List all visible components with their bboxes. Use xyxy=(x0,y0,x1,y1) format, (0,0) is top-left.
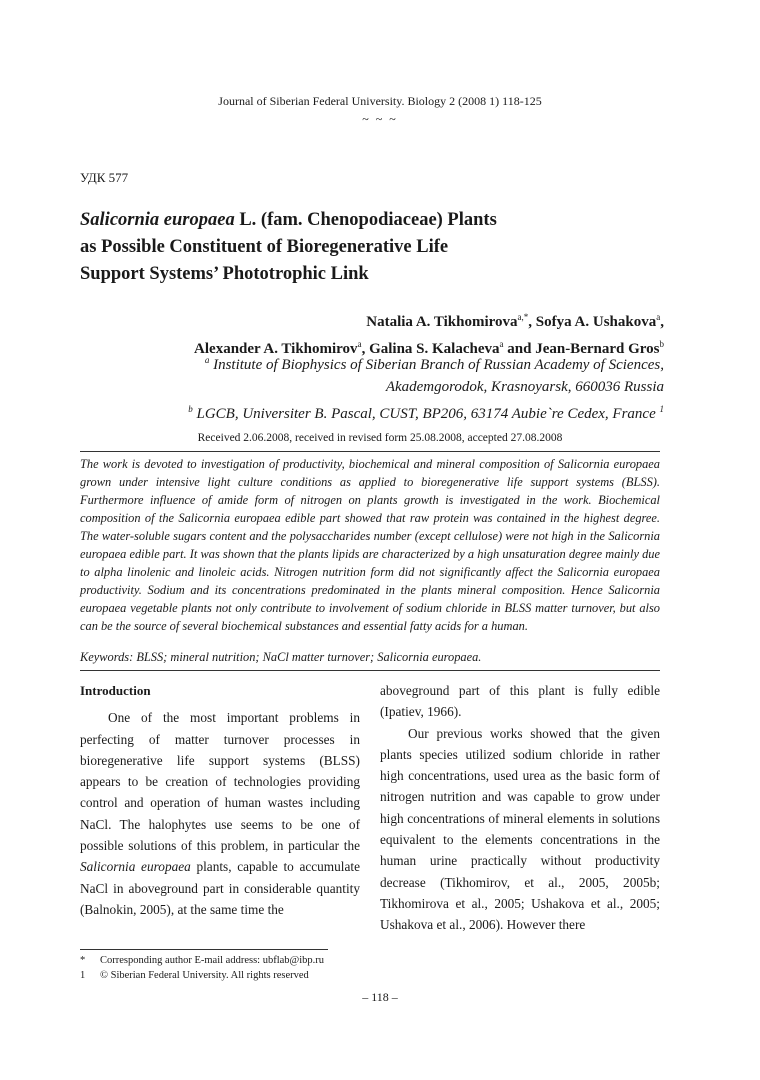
title-line-2: as Possible Constituent of Bioregenerative Life xyxy=(80,237,449,257)
abstract-bottom-rule xyxy=(80,670,660,671)
affiliation-b-note-sup: 1 xyxy=(659,404,664,414)
affiliation-b-text: LGCB, Universiter B. Pascal, CUST, BP206, 63174 Aubie`re Cedex, France xyxy=(196,406,656,422)
affiliation-b xyxy=(188,398,664,425)
keywords: Keywords: BLSS; mineral nutrition; NaCl matter turnover; Salicornia europaea. xyxy=(80,650,482,664)
intro-p1-text-a: One of the most important problems in perfecting of matter turnover processes in bioregenerative life support systems (BLSS) appears to be creation of technologies providing control and operation of human wastes including NaCl. The halophytes use seems to be one of possible solutions of this problem, in particular the xyxy=(80,710,360,854)
header-ornament: ~ ~ ~ xyxy=(362,112,398,126)
abstract: The work is devoted to investigation of productivity, biochemical and mineral composition of Salicornia europaea grown under intensive light culture conditions as applied to bioregenerative life support systems (BLSS). Furthermore influence of amide form of nitrogen on plants growth is investigated in the work. Biochemical composition of the Salicornia europaea edible part showed that raw protein was contained in the highest degree. The water-soluble sugars content and the polysaccharides number (except cellulose) were not high in the Salicornia europaea edible part. It was shown that the plants lipids are characterized by a high unsaturation degree mainly due to alpha linolenic and linoleic acids. Nitrogen nutrition form did not significantly affect the Salicornia europaea productivity. Sodium and its concentrations predominated in the plants mineral composition. Hence Salicornia europaea vegetable plants not only contribute to involvement of sodium chloride in BLSS matter turnover, but also can be the source of several biochemical substances and essential fatty acids for a human. xyxy=(80,457,660,633)
affiliation-a-line-1 xyxy=(188,349,664,376)
author-sep: , xyxy=(528,314,536,330)
author-name: Jean-Bernard Gros xyxy=(535,341,660,357)
body-column-right xyxy=(380,680,660,936)
author-sep: and xyxy=(503,341,536,357)
footnote xyxy=(80,953,324,968)
affiliation-b-sup: b xyxy=(188,404,193,414)
page-number: – 118 – xyxy=(362,990,398,1004)
udk-code: УДК 577 xyxy=(80,170,129,185)
author-name: Alexander A. Tikhomirov xyxy=(194,341,358,357)
footnotes xyxy=(80,953,324,983)
title-line-1 xyxy=(80,207,680,234)
intro-paragraph-2: Our previous works showed that the given plants species utilized sodium chloride in rather high concentrations, used urea as the basic form of nitrogen nutrition and was capable to grow under high concentrations of mineral elements in solutions equivalent to the elements concentrations in the human urine practically without productivity decrease (Tikhomirov, et al., 2005, 2005b; Tikhomirova et al., 2005; Ushakova et al., 2005; Ushakova et al., 2006). However there xyxy=(380,725,660,933)
intro-p1-species: Salicornia europaea xyxy=(80,859,191,875)
affiliation-a-line-2: Akademgorodok, Krasnoyarsk, 660036 Russia xyxy=(385,379,664,395)
footnote-mark: * xyxy=(80,955,86,966)
affiliation-a-text: Institute of Biophysics of Siberian Branch of Russian Academy of Sciences, xyxy=(213,357,664,373)
intro-p1-text-b: plants, capable to accumulate NaCl in aboveground part in considerable quantity (Balnokin, 2005), at the same time the xyxy=(80,859,360,917)
footnote-rule xyxy=(80,949,328,950)
author-name: Galina S. Kalacheva xyxy=(369,341,500,357)
section-heading-introduction: Introduction xyxy=(80,683,151,698)
title-line-1-rest: L. (fam. Chenopodiaceae) Plants xyxy=(234,210,497,230)
author-sup: a xyxy=(656,312,661,322)
affiliations xyxy=(188,349,664,425)
author-sup: a xyxy=(357,339,362,349)
abstract-top-rule xyxy=(80,451,660,452)
title-species: Salicornia europaea xyxy=(80,210,235,230)
author-sup: a,* xyxy=(517,312,529,322)
author-name: Sofya A. Ushakova xyxy=(535,314,657,330)
body-column-left xyxy=(80,680,360,920)
received-dates: Received 2.06.2008, received in revised form 25.08.2008, accepted 27.08.2008 xyxy=(197,432,563,444)
intro-paragraph-1 xyxy=(80,707,360,920)
affiliation-a-sup: a xyxy=(204,355,210,365)
author-sep: , xyxy=(361,341,370,357)
author-sep: , xyxy=(660,314,664,330)
footnote-mark: 1 xyxy=(80,970,86,981)
footnote-text: © Siberian Federal University. All rights reserved xyxy=(100,970,309,981)
author-sup: a xyxy=(499,339,504,349)
author-sup: b xyxy=(659,339,664,349)
author-line-1 xyxy=(194,306,664,333)
title-line-3: Support Systems’ Phototrophic Link xyxy=(80,264,369,284)
author-name: Natalia A. Tikhomirova xyxy=(366,314,518,330)
intro-paragraph-1-continued: aboveground part of this plant is fully edible (Ipatiev, 1966). xyxy=(380,683,660,720)
footnote-text: Corresponding author E-mail address: ubflab@ibp.ru xyxy=(100,955,324,966)
footnote xyxy=(80,968,324,983)
paper-title xyxy=(80,207,680,288)
journal-header: Journal of Siberian Federal University. Biology 2 (2008 1) 118-125 xyxy=(218,94,542,108)
